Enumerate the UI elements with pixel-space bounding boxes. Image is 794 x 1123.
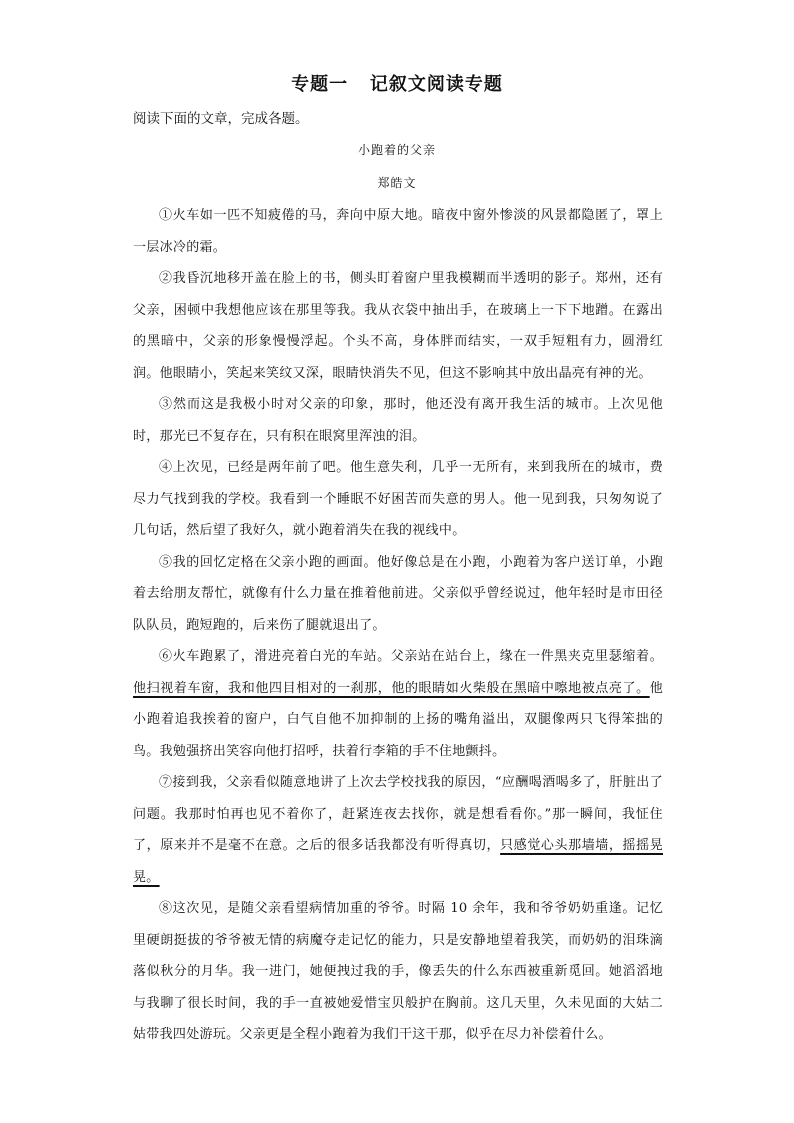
paragraph-6 [133, 641, 663, 767]
paragraph-4 [133, 452, 663, 547]
paragraph-text: ②我昏沉地移开盖在脸上的书，侧头盯着窗户里我模糊而半透明的影子。郑州，还有父亲，困顿中我想他应该在那里等我。我从衣袋中抽出手，在玻璃上一下下地蹭。在露出的黑暗中，父亲的形象慢慢浮起。个头不高，身体胖而结实，一双手短粗有力，圆滑红润。他眼睛小，笑起来笑纹又深，眼睛快消失不见，但这不影响其中放出晶亮有神的光。 [133, 271, 663, 381]
paragraph-text: ④上次见，已经是两年前了吧。他生意失利，几乎一无所有，来到我所在的城市，费尽力气找到我的学校。我看到一个睡眠不好困苦而失意的男人。他一见到我，只匆匆说了几句话，然后望了我好久，就小跑着消失在我的视线中。 [133, 460, 663, 538]
underlined-sentence: 他扫视着车窗，我和他四目相对的一刹那，他的眼睛如火柴般在黑暗中嚓地被点亮了。 [133, 680, 650, 696]
paragraph-5 [133, 547, 663, 642]
paragraph-8 [133, 893, 663, 1051]
article-title: 小跑着的父亲 [357, 143, 436, 157]
paragraph-text: ③然而这是我极小时对父亲的印象，那时，他还没有离开我生活的城市。上次见他时，那光已不复存在，只有积在眼窝里浑浊的泪。 [133, 397, 663, 444]
page-title: 专题一 记叙文阅读专题 [291, 74, 503, 95]
paragraph-text: 他小跑着追我挨着的窗户，白气自他不加抑制的上扬的嘴角溢出，双腿像两只飞得笨拙的鸟。我勉强挤出笑容向他打招呼，扶着行李箱的手不住地颤抖。 [133, 680, 663, 759]
paragraph-3 [133, 389, 663, 452]
paragraph-text: ⑦接到我，父亲看似随意地讲了上次去学校找我的原因，“应酬喝酒喝多了，肝脏出了问题。我那时怕再也见不着你了，赶紧连夜去找你，就是想看看你。”那一瞬间，我怔住了，原来并不是毫不在意。之后的很多话我都没有听得真切， [133, 775, 663, 853]
paragraph-7 [133, 767, 663, 893]
paragraph-text: ①火车如一匹不知疲倦的马，奔向中原大地。暗夜中窗外惨淡的风景都隐匿了，罩上一层冰冷的霜。 [133, 208, 663, 255]
paragraph-1 [133, 200, 663, 263]
instruction-text: 阅读下面的文章，完成各题。 [133, 111, 309, 127]
paragraph-text: ⑤我的回忆定格在父亲小跑的画面。他好像总是在小跑，小跑着为客户送订单，小跑着去给朋友帮忙，就像有什么力量在推着他前进。父亲似乎曾经说过，他年轻时是市田径队队员，跑短跑的，后来伤了腿就退出了。 [133, 554, 663, 633]
article-body [133, 200, 663, 1051]
paragraph-text: ⑧这次见，是随父亲看望病情加重的爷爷。时隔 10 余年，我和爷爷奶奶重逢。记忆里硬朗挺拔的爷爷被无情的病魔夺走记忆的能力，只是安静地望着我笑，而奶奶的泪珠滴落似秋分的月华。我一进门，她便拽过我的手，像丢失的什么东西被重新觅回。她滔滔地与我聊了很长时间，我的手一直被她爱惜宝贝般护在胸前。这几天里，久未见面的大姑二姑带我四处游玩。父亲更是全程小跑着为我们干这干那，似乎在尽力补偿着什么。 [133, 901, 663, 1042]
paragraph-2 [133, 263, 663, 389]
paragraph-text: ⑥火车跑累了，滑进亮着白光的车站。父亲站在站台上，缘在一件黑夹克里瑟缩着。 [159, 649, 663, 664]
underlined-sentence: 只感觉心头那墙墙，摇摇晃晃。 [133, 838, 663, 885]
article-author: 郑皓文 [377, 176, 417, 190]
